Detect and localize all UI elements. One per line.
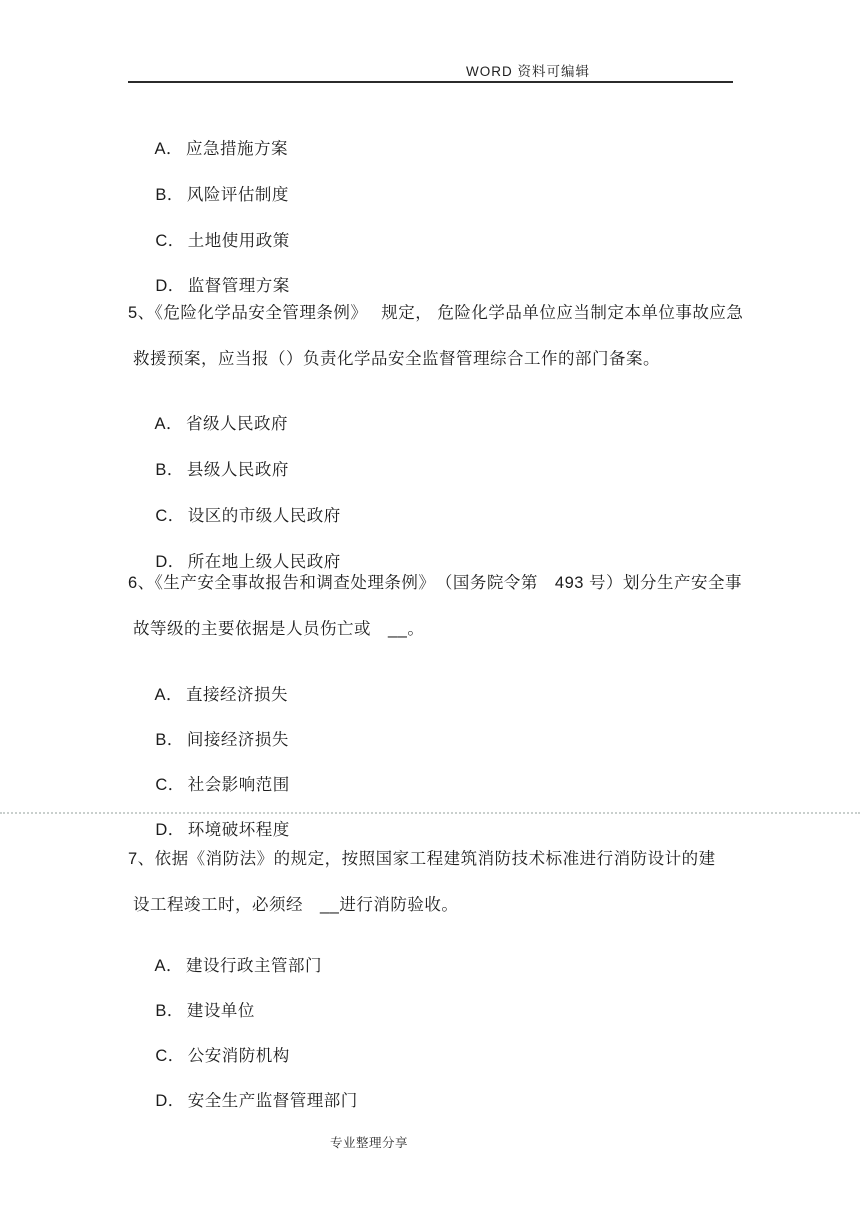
option-label: B． — [155, 186, 184, 204]
option-text: 所在地上级人民政府 — [187, 553, 341, 571]
option-text: 省级人民政府 — [185, 415, 288, 433]
header-rule — [128, 81, 733, 83]
question-line: 6、《生产安全事故报告和调查处理条例》 （国务院令第 493 号）划分生产安全事 — [128, 574, 743, 592]
option-label: C． — [155, 1047, 185, 1065]
option-label: A． — [154, 686, 183, 704]
header-watermark-text: WORD 资料可编辑 — [466, 64, 590, 79]
option-label: B． — [155, 1002, 184, 1020]
option-label: D． — [155, 821, 185, 839]
option-label: D． — [155, 1092, 185, 1110]
option-label: A． — [154, 140, 183, 158]
option-label: C． — [155, 776, 185, 794]
option-row — [135, 1071, 358, 1131]
option-text: 直接经济损失 — [185, 686, 288, 704]
option-label: D． — [155, 553, 185, 571]
option-text: 应急措施方案 — [185, 140, 288, 158]
option-label: C． — [155, 232, 185, 250]
option-text: 建设行政主管部门 — [185, 957, 322, 975]
option-text: 土地使用政策 — [187, 232, 290, 250]
question-line: 设工程竣工时，必须经 __进行消防验收。 — [133, 896, 459, 914]
footer-text: 专业整理分享 — [330, 1136, 409, 1150]
option-text: 安全生产监督管理部门 — [187, 1092, 358, 1110]
option-text: 县级人民政府 — [186, 461, 289, 479]
option-label: B． — [155, 461, 184, 479]
option-text: 社会影响范围 — [187, 776, 290, 794]
page-break-dotted-line — [0, 812, 860, 814]
option-label: D． — [155, 277, 185, 295]
option-label: C． — [155, 507, 185, 525]
option-text: 公安消防机构 — [187, 1047, 290, 1065]
question-line: 救援预案，应当报（）负责化学品安全监督管理综合工作的部门备案。 — [133, 350, 660, 368]
option-label: B． — [155, 731, 184, 749]
question-line: 故等级的主要依据是人员伤亡或 __。 — [133, 620, 425, 638]
option-text: 间接经济损失 — [186, 731, 289, 749]
question-line: 7、依据《消防法》的规定，按照国家工程建筑消防技术标准进行消防设计的建 — [128, 850, 716, 868]
option-label: A． — [154, 957, 183, 975]
option-label: A． — [154, 415, 183, 433]
question-line: 5、《危险化学品安全管理条例》 规定， 危险化学品单位应当制定本单位事故应急 — [128, 304, 744, 322]
option-text: 环境破坏程度 — [187, 821, 290, 839]
option-text: 风险评估制度 — [186, 186, 289, 204]
option-text: 建设单位 — [186, 1002, 255, 1020]
option-text: 监督管理方案 — [187, 277, 290, 295]
option-text: 设区的市级人民政府 — [187, 507, 341, 525]
